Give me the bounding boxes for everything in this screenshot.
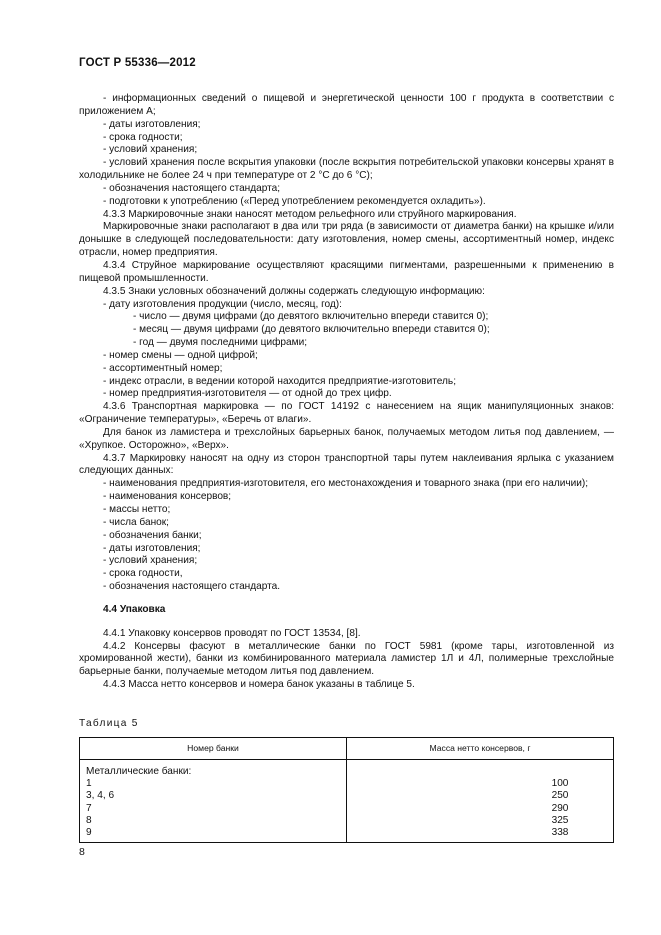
list-item: - ассортиментный номер; (103, 362, 223, 374)
sub-list-item: - число — двумя цифрами (до девятого включительно впереди ставится 0); (133, 311, 489, 323)
paragraph: Маркировочные знаки располагают в два или три ряда (в зависимости от диаметра банки) на крышке и/или донышке в следующей последовательности: дату изготовления, номер смены, ассортиментный номер, индекс отрасли, номер предприятия. (79, 221, 614, 259)
list-item: - обозначения настоящего стандарта; (103, 182, 281, 194)
table-row (80, 803, 614, 815)
can-number-cell: 7 (80, 803, 347, 815)
clause-4-3-6: 4.3.6 Транспортная маркировка — по ГОСТ 14192 с нанесением на ящик манипуляционных знаков: «Ограничение температуры», «Беречь от влаги». (79, 401, 614, 426)
list-item: - числа банок; (103, 516, 169, 528)
list-item: - обозначения банки; (103, 529, 202, 541)
list-item: - наименования консервов; (103, 491, 232, 503)
paragraph: - информационных сведений о пищевой и энергетической ценности 100 г продукта в соответствии с приложением А; (79, 93, 614, 117)
table-row (80, 815, 614, 827)
net-mass-cell: 338 (347, 827, 614, 843)
net-mass-cell: 290 (347, 803, 614, 815)
list-item: - подготовки к употреблению («Перед употреблением рекомендуется охладить»). (103, 195, 486, 207)
table-row (80, 790, 614, 802)
list-item: - условий хранения; (103, 144, 198, 156)
clause-4-4-3: 4.4.3 Масса нетто консервов и номера банок указаны в таблице 5. (103, 679, 415, 691)
clause-4-3-4: 4.3.4 Струйное маркирование осуществляют красящими пигментами, разрешенными к применению в пищевой промышленности. (79, 259, 614, 284)
table-cell (347, 760, 614, 779)
list-item: - обозначения настоящего стандарта. (103, 581, 281, 593)
list-item: - срока годности; (103, 131, 183, 143)
table-group-row (80, 760, 614, 779)
table-caption: Таблица 5 (79, 718, 139, 729)
list-item: - массы нетто; (103, 504, 171, 515)
net-mass-cell: 100 (347, 778, 614, 790)
clause-4-4-2: 4.4.2 Консервы фасуют в металлические банки по ГОСТ 5981 (кроме тары, изготовленной из хромированной жести), банки из комбинированного материала ламистер 1Л и 4Л, полимерные трехслойные барьерные банки, получаемые методом литья под давлением. (79, 640, 614, 678)
paragraph: Для банок из ламистера и трехслойных барьерных банок, получаемых методом литья под давлением, — «Хрупкое. Осторожно», «Верх». (79, 426, 614, 451)
list-item: - номер предприятия-изготовителя — от одной до трех цифр. (103, 388, 392, 400)
page-number: 8 (79, 846, 85, 858)
list-item: - условий хранения; (103, 555, 198, 567)
list-item: - индекс отрасли, в ведении которой находится предприятие-изготовитель; (103, 375, 456, 387)
clause-4-3-5: 4.3.5 Знаки условных обозначений должны содержать следующую информацию: (103, 285, 485, 297)
data-table (79, 737, 614, 843)
list-item: - условий хранения после вскрытия упаковки (после вскрытия потребительской упаковки консервы хранят в холодильнике не более 24 ч при температуре от 2 °С до 6 °С); (79, 157, 614, 182)
can-number-cell: 9 (80, 827, 347, 843)
net-mass-cell: 325 (347, 815, 614, 827)
standard-header: ГОСТ Р 55336—2012 (79, 57, 196, 69)
list-item: - срока годности, (103, 568, 183, 580)
table-row (80, 827, 614, 843)
list-item: - номер смены — одной цифрой; (103, 349, 258, 361)
can-number-cell: 8 (80, 815, 347, 827)
clause-4-4-1: 4.4.1 Упаковку консервов проводят по ГОСТ 13534, [8]. (103, 627, 361, 639)
net-mass-cell: 250 (347, 790, 614, 802)
can-number-cell: 1 (80, 778, 347, 790)
list-item: - дату изготовления продукции (число, месяц, год): (103, 298, 342, 310)
group-label: Металлические банки: (80, 760, 347, 779)
list-item: - наименования предприятия-изготовителя, его местонахождения и товарного знака (при его наличии); (103, 478, 589, 490)
clause-4-3-7: 4.3.7 Маркировку наносят на одну из сторон транспортной тары путем наклеивания ярлыка с указанием следующих данных: (79, 452, 614, 477)
sub-list-item: - год — двумя последними цифрами; (133, 337, 308, 349)
table-row (80, 778, 614, 790)
list-item: - даты изготовления; (103, 118, 201, 130)
section-title: 4.4 Упаковка (103, 603, 166, 615)
body-text (79, 93, 614, 692)
list-item: - даты изготовления; (103, 542, 201, 554)
table-header-row (80, 738, 614, 760)
sub-list-item: - месяц — двумя цифрами (до девятого включительно впереди ставится 0); (133, 324, 490, 336)
can-number-cell: 3, 4, 6 (80, 790, 347, 802)
column-header: Масса нетто консервов, г (347, 738, 614, 760)
clause-4-3-3: 4.3.3 Маркировочные знаки наносят методом рельефного или струйного маркирования. (103, 208, 517, 220)
column-header: Номер банки (80, 738, 347, 760)
